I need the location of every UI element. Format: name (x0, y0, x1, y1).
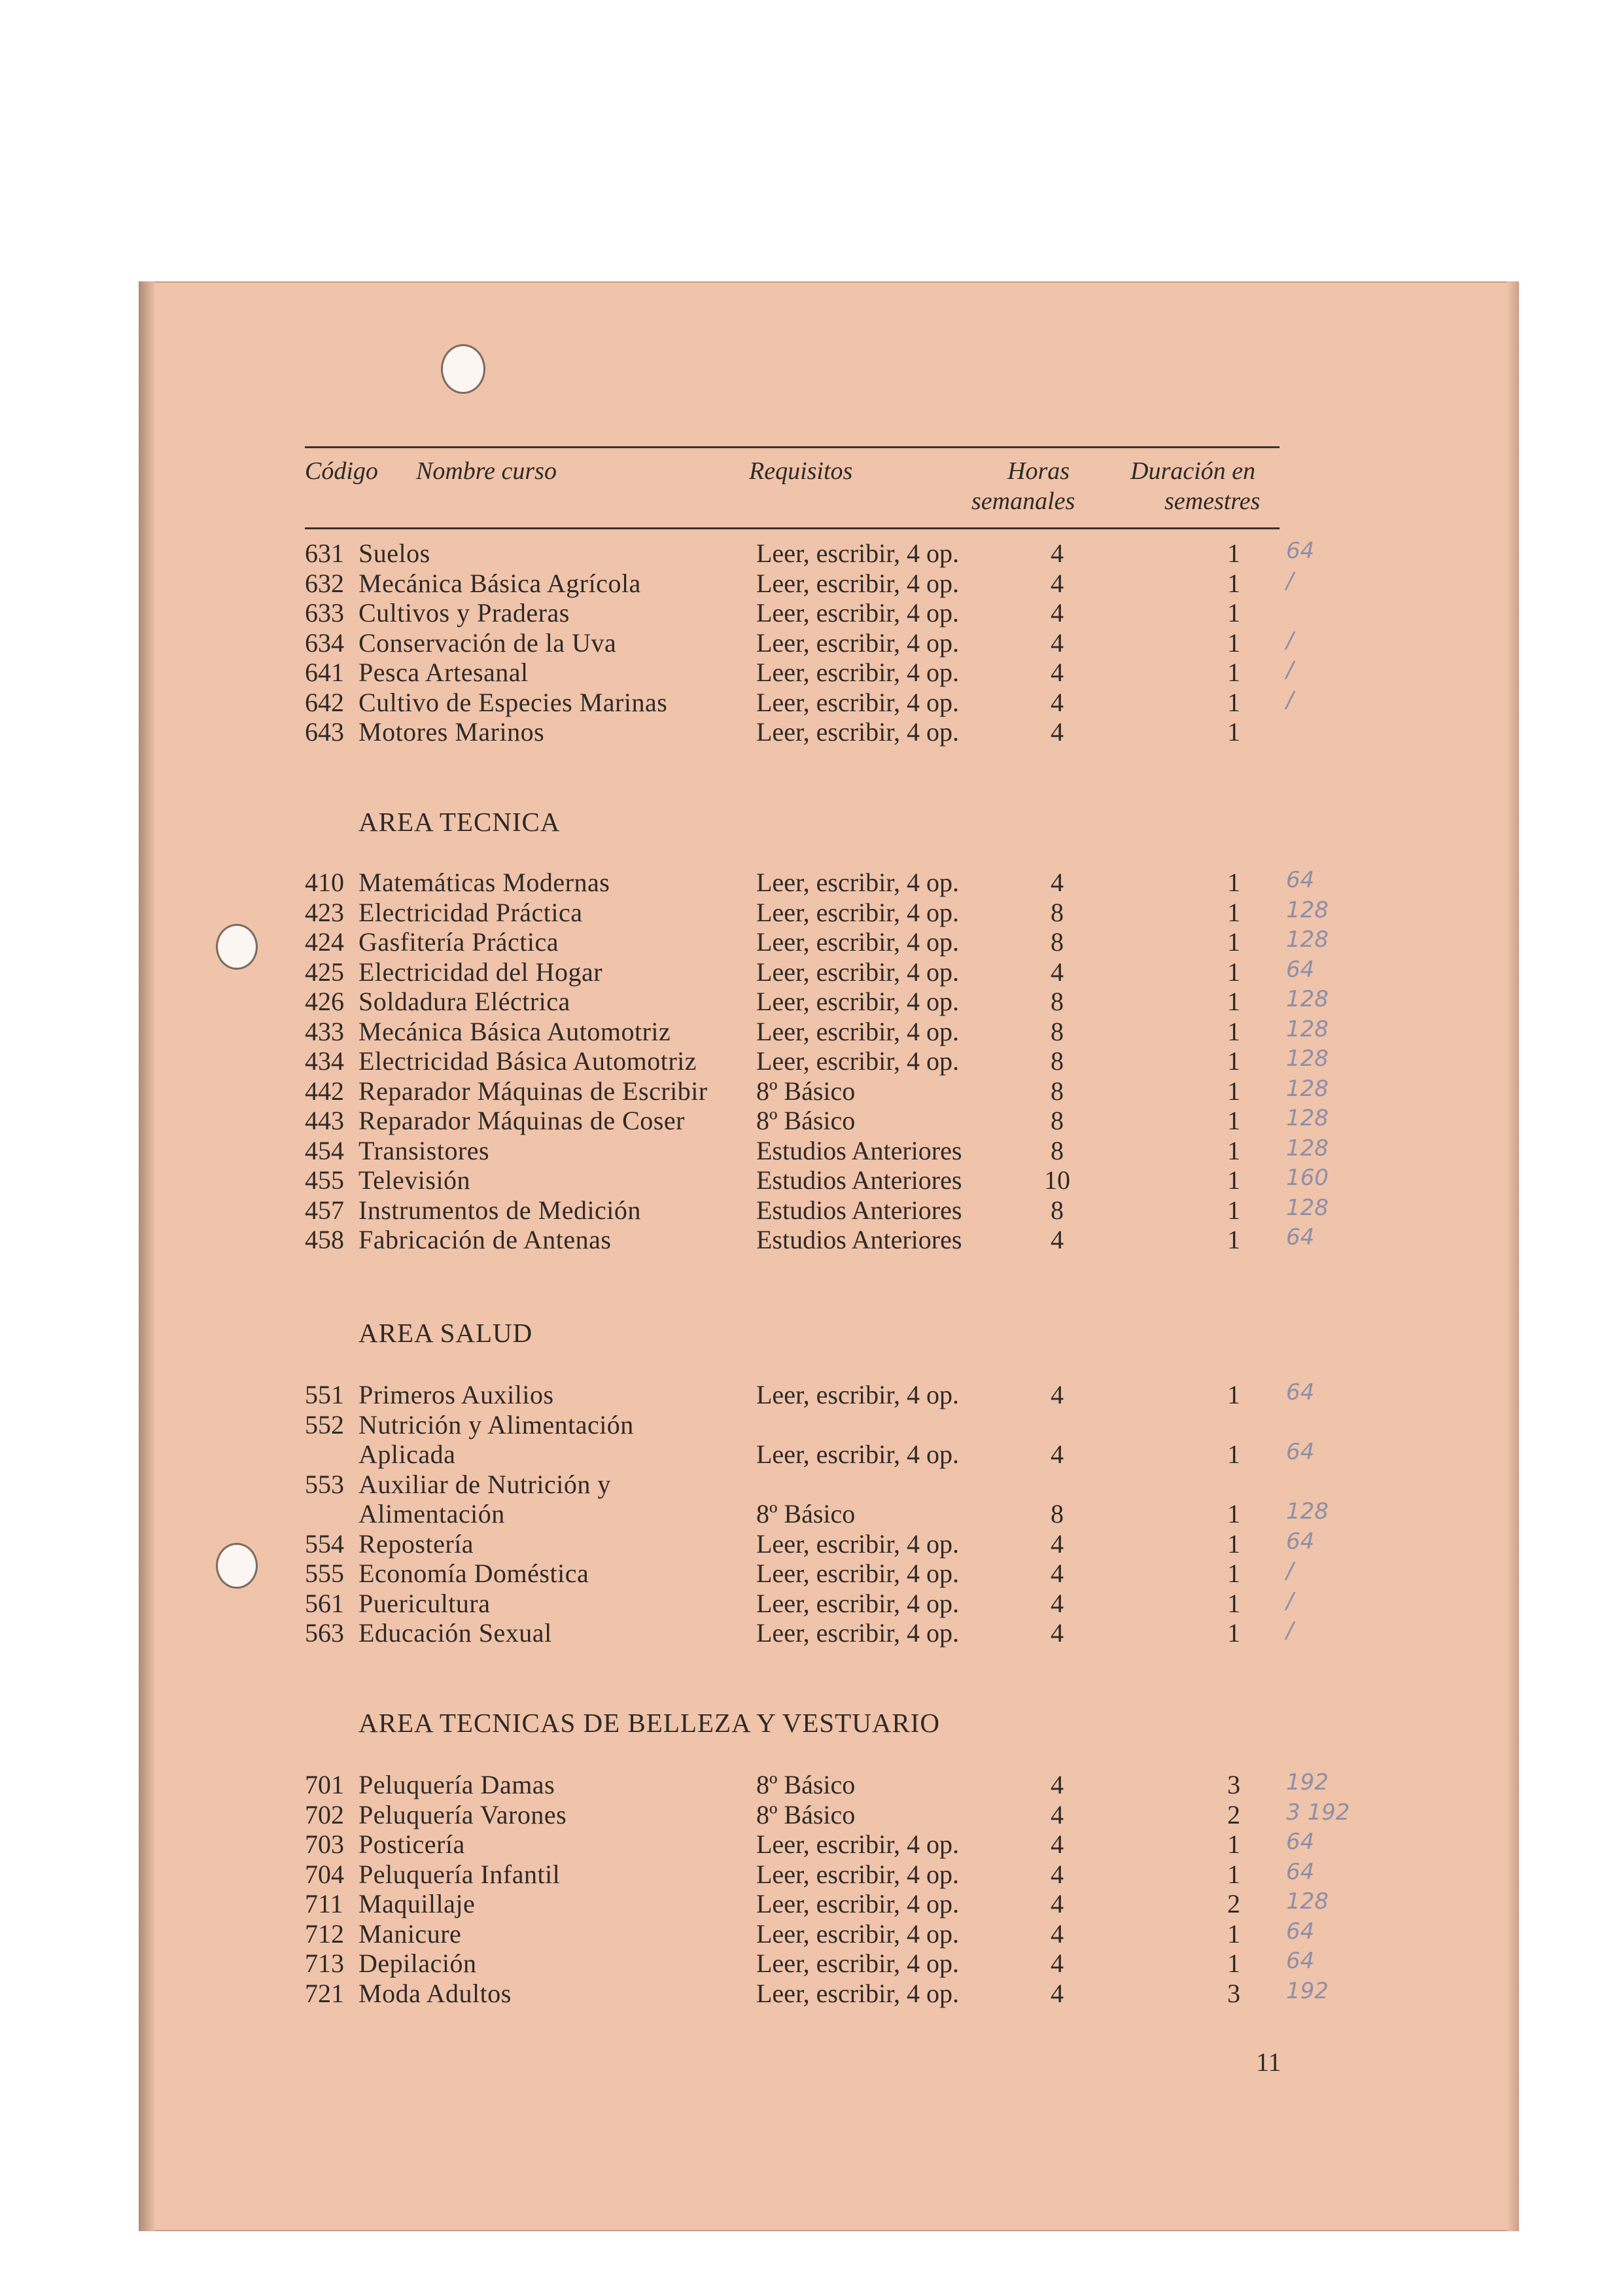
table-row (305, 1439, 1315, 1469)
duration-semesters: 1 (1227, 897, 1240, 927)
weekly-hours: 8 (1051, 927, 1064, 957)
weekly-hours: 4 (1051, 1949, 1064, 1978)
course-requirements: Estudios Anteriores (756, 1135, 962, 1165)
course-requirements: Leer, escribir, 4 op. (756, 1380, 959, 1409)
weekly-hours: 4 (1051, 687, 1064, 717)
course-name: Posticería (358, 1829, 465, 1859)
duration-semesters: 1 (1227, 687, 1240, 717)
handwritten-note: 192 (1286, 1769, 1329, 1795)
duration-semesters: 1 (1227, 1918, 1240, 1949)
course-name: Nutrición y Alimentación (358, 1409, 634, 1439)
handwritten-note: / (1286, 567, 1294, 594)
duration-semesters: 1 (1227, 1588, 1240, 1618)
course-requirements: Leer, escribir, 4 op. (756, 598, 959, 627)
course-requirements: Estudios Anteriores (756, 1165, 962, 1195)
course-name: Electricidad del Hogar (358, 957, 603, 987)
course-requirements: Leer, escribir, 4 op. (756, 1528, 959, 1559)
course-name: Auxiliar de Nutrición y (358, 1469, 611, 1499)
duration-semesters: 3 (1227, 1978, 1240, 2008)
course-code: 555 (305, 1559, 344, 1588)
weekly-hours: 4 (1051, 1918, 1064, 1949)
handwritten-note: 64 (1286, 1829, 1315, 1855)
weekly-hours: 8 (1051, 897, 1064, 927)
course-name: Gasfitería Práctica (358, 927, 559, 957)
header-horas-sub: semanales (971, 487, 1075, 515)
handwritten-note: 3 192 (1286, 1799, 1350, 1826)
course-name: Primeros Auxilios (358, 1380, 554, 1409)
course-code: 702 (305, 1799, 344, 1829)
table-row (305, 1528, 1315, 1559)
table-row (305, 567, 1294, 598)
header-top-rule (305, 446, 1280, 448)
course-requirements: Leer, escribir, 4 op. (756, 1949, 959, 1978)
course-code: 632 (305, 568, 344, 598)
course-requirements: Leer, escribir, 4 op. (756, 868, 959, 897)
course-requirements: Leer, escribir, 4 op. (756, 897, 959, 927)
course-requirements: Leer, escribir, 4 op. (756, 539, 959, 568)
weekly-hours: 4 (1051, 1559, 1064, 1588)
course-requirements: 8º Básico (756, 1106, 856, 1135)
table-row (305, 1918, 1315, 1949)
table-row (305, 538, 1315, 568)
course-name: Depilación (358, 1949, 477, 1978)
course-name: Repostería (358, 1528, 474, 1559)
course-name: Mecánica Básica Agrícola (358, 568, 641, 598)
course-requirements: Leer, escribir, 4 op. (756, 1559, 959, 1588)
handwritten-note: 64 (1286, 867, 1315, 893)
handwritten-note: 128 (1286, 1075, 1329, 1102)
course-name: Suelos (358, 539, 430, 568)
table-row (305, 1105, 1329, 1135)
course-name: Manicure (358, 1918, 462, 1949)
weekly-hours: 4 (1051, 568, 1064, 598)
course-code: 552 (305, 1409, 344, 1439)
table-row (305, 597, 1280, 627)
table-row (305, 927, 1329, 957)
table-row (305, 956, 1315, 987)
course-requirements: Estudios Anteriores (756, 1195, 962, 1225)
handwritten-note: / (1286, 1587, 1294, 1614)
header-requisitos: Requisitos (749, 457, 853, 485)
handwritten-note: 128 (1286, 927, 1329, 953)
course-requirements: Leer, escribir, 4 op. (756, 568, 959, 598)
duration-semesters: 1 (1227, 957, 1240, 987)
duration-semesters: 1 (1227, 927, 1240, 957)
course-requirements: 8º Básico (756, 1770, 856, 1799)
weekly-hours: 4 (1051, 1439, 1064, 1469)
duration-semesters: 1 (1227, 1016, 1240, 1046)
weekly-hours: 4 (1051, 539, 1064, 568)
course-code: 634 (305, 627, 344, 658)
table-row (305, 1769, 1329, 1799)
course-code: 712 (305, 1918, 344, 1949)
duration-semesters: 1 (1227, 1499, 1240, 1528)
course-requirements: Leer, escribir, 4 op. (756, 957, 959, 987)
table-row (305, 1977, 1329, 2008)
table-row (305, 1558, 1294, 1588)
course-code: 434 (305, 1046, 344, 1076)
course-name: Reparador Máquinas de Coser (358, 1106, 685, 1135)
punch-hole (216, 1543, 258, 1589)
duration-semesters: 1 (1227, 627, 1240, 658)
course-code: 554 (305, 1528, 344, 1559)
weekly-hours: 4 (1051, 957, 1064, 987)
handwritten-note: 128 (1286, 896, 1329, 923)
course-code: 424 (305, 927, 344, 957)
duration-semesters: 3 (1227, 1770, 1240, 1799)
course-code: 703 (305, 1829, 344, 1859)
table-row (305, 1165, 1329, 1195)
course-code: 410 (305, 868, 344, 897)
table-row (305, 1135, 1329, 1165)
course-name: Cultivos y Praderas (358, 598, 570, 627)
course-code: 454 (305, 1135, 344, 1165)
handwritten-note: 64 (1286, 1224, 1315, 1250)
duration-semesters: 1 (1227, 1859, 1240, 1889)
handwritten-note: 128 (1286, 1194, 1329, 1221)
duration-semesters: 1 (1227, 1829, 1240, 1859)
course-requirements: Leer, escribir, 4 op. (756, 1046, 959, 1076)
course-code: 426 (305, 987, 344, 1016)
table-row (305, 716, 1280, 746)
weekly-hours: 4 (1051, 658, 1064, 687)
header-codigo: Código (305, 457, 378, 485)
course-name: Motores Marinos (358, 717, 545, 747)
handwritten-note: 128 (1286, 986, 1329, 1012)
course-requirements: Leer, escribir, 4 op. (756, 1829, 959, 1859)
weekly-hours: 4 (1051, 1829, 1064, 1859)
course-name: Alimentación (358, 1499, 505, 1528)
handwritten-note: 64 (1286, 956, 1315, 983)
duration-semesters: 1 (1227, 1225, 1240, 1254)
weekly-hours: 4 (1051, 598, 1064, 627)
weekly-hours: 4 (1051, 1528, 1064, 1559)
duration-semesters: 1 (1227, 868, 1240, 897)
table-row (305, 1829, 1315, 1859)
course-name: Transistores (358, 1135, 490, 1165)
header-horas: Horas (1007, 457, 1070, 485)
course-requirements: 8º Básico (756, 1076, 856, 1106)
course-code: 633 (305, 598, 344, 627)
header-duracion: Duración en (1130, 457, 1256, 485)
weekly-hours: 4 (1051, 868, 1064, 897)
handwritten-note: / (1286, 1558, 1294, 1584)
weekly-hours: 4 (1051, 1889, 1064, 1918)
duration-semesters: 1 (1227, 1135, 1240, 1165)
table-row (305, 1587, 1294, 1618)
table-row (305, 1617, 1294, 1648)
handwritten-note: 64 (1286, 1858, 1315, 1885)
course-requirements: Leer, escribir, 4 op. (756, 1016, 959, 1046)
handwritten-note: / (1286, 657, 1294, 683)
course-name: Televisión (358, 1165, 471, 1195)
course-requirements: Leer, escribir, 4 op. (756, 987, 959, 1016)
course-name: Matemáticas Modernas (358, 868, 610, 897)
handwritten-note: / (1286, 627, 1294, 654)
handwritten-note: 192 (1286, 1977, 1329, 2004)
course-name: Instrumentos de Medición (358, 1195, 641, 1225)
course-code: 631 (305, 539, 344, 568)
section-title: AREA TECNICA (358, 807, 561, 837)
duration-semesters: 1 (1227, 658, 1240, 687)
duration-semesters: 1 (1227, 598, 1240, 627)
duration-semesters: 2 (1227, 1889, 1240, 1918)
table-row (305, 1075, 1329, 1106)
course-name: Reparador Máquinas de Escribir (358, 1076, 708, 1106)
course-code: 561 (305, 1588, 344, 1618)
course-code: 457 (305, 1195, 344, 1225)
table-row (305, 1948, 1315, 1978)
course-name: Peluquería Varones (358, 1799, 567, 1829)
handwritten-note: 128 (1286, 1016, 1329, 1042)
course-code: 721 (305, 1978, 344, 2008)
weekly-hours: 4 (1051, 1978, 1064, 2008)
course-requirements: Leer, escribir, 4 op. (756, 717, 959, 747)
weekly-hours: 4 (1051, 1588, 1064, 1618)
duration-semesters: 1 (1227, 1046, 1240, 1076)
weekly-hours: 8 (1051, 1016, 1064, 1046)
table-row (305, 986, 1329, 1016)
duration-semesters: 1 (1227, 1076, 1240, 1106)
duration-semesters: 1 (1227, 1618, 1240, 1648)
course-code: 553 (305, 1469, 344, 1499)
header-bottom-rule (305, 527, 1280, 529)
course-code: 423 (305, 897, 344, 927)
table-row (305, 686, 1294, 717)
punch-hole (216, 924, 258, 970)
weekly-hours: 4 (1051, 1799, 1064, 1829)
weekly-hours: 8 (1051, 987, 1064, 1016)
course-requirements: Leer, escribir, 4 op. (756, 687, 959, 717)
weekly-hours: 4 (1051, 627, 1064, 658)
table-row (305, 1379, 1315, 1409)
course-code: 641 (305, 658, 344, 687)
weekly-hours: 8 (1051, 1076, 1064, 1106)
handwritten-note: / (1286, 1617, 1294, 1644)
handwritten-note: 128 (1286, 1105, 1329, 1131)
duration-semesters: 1 (1227, 1528, 1240, 1559)
duration-semesters: 1 (1227, 539, 1240, 568)
course-name: Pesca Artesanal (358, 658, 529, 687)
weekly-hours: 10 (1044, 1165, 1070, 1195)
handwritten-note: 64 (1286, 1439, 1315, 1465)
handwritten-note: 160 (1286, 1165, 1329, 1191)
table-row (305, 1409, 1280, 1439)
weekly-hours: 4 (1051, 1380, 1064, 1409)
weekly-hours: 4 (1051, 1770, 1064, 1799)
duration-semesters: 1 (1227, 1439, 1240, 1469)
course-code: 551 (305, 1380, 344, 1409)
weekly-hours: 8 (1051, 1195, 1064, 1225)
course-name: Soldadura Eléctrica (358, 987, 570, 1016)
section-title: AREA SALUD (358, 1318, 533, 1348)
table-row (305, 657, 1294, 687)
course-requirements: Leer, escribir, 4 op. (756, 1588, 959, 1618)
duration-semesters: 1 (1227, 987, 1240, 1016)
course-requirements: 8º Básico (756, 1499, 856, 1528)
course-code: 642 (305, 687, 344, 717)
course-code: 433 (305, 1016, 344, 1046)
course-requirements: Leer, escribir, 4 op. (756, 927, 959, 957)
course-requirements: 8º Básico (756, 1799, 856, 1829)
header-nombre: Nombre curso (416, 457, 557, 485)
course-code: 563 (305, 1618, 344, 1648)
course-name: Educación Sexual (358, 1618, 552, 1648)
duration-semesters: 1 (1227, 1380, 1240, 1409)
course-code: 442 (305, 1076, 344, 1106)
page-number: 11 (1256, 2047, 1282, 2077)
course-name: Cultivo de Especies Marinas (358, 687, 668, 717)
course-name: Electricidad Práctica (358, 897, 583, 927)
table-row (305, 1469, 1280, 1498)
course-name: Peluquería Damas (358, 1770, 555, 1799)
course-requirements: Leer, escribir, 4 op. (756, 1918, 959, 1949)
course-code: 701 (305, 1770, 344, 1799)
weekly-hours: 4 (1051, 1225, 1064, 1254)
course-name: Electricidad Básica Automotriz (358, 1046, 697, 1076)
duration-semesters: 1 (1227, 1165, 1240, 1195)
handwritten-note: 128 (1286, 1498, 1329, 1525)
handwritten-note: 128 (1286, 1135, 1329, 1161)
duration-semesters: 1 (1227, 1195, 1240, 1225)
course-requirements: Leer, escribir, 4 op. (756, 1859, 959, 1889)
course-name: Maquillaje (358, 1889, 476, 1918)
course-requirements: Leer, escribir, 4 op. (756, 1978, 959, 2008)
table-row (305, 1194, 1329, 1225)
handwritten-note: / (1286, 686, 1294, 713)
section-title: AREA TECNICAS DE BELLEZA Y VESTUARIO (358, 1708, 941, 1738)
course-name: Mecánica Básica Automotriz (358, 1016, 671, 1046)
course-code: 713 (305, 1949, 344, 1978)
weekly-hours: 8 (1051, 1106, 1064, 1135)
handwritten-note: 64 (1286, 1379, 1315, 1405)
duration-semesters: 1 (1227, 1949, 1240, 1978)
handwritten-note: 64 (1286, 1528, 1315, 1555)
course-requirements: Leer, escribir, 4 op. (756, 1439, 959, 1469)
course-name: Economía Doméstica (358, 1559, 589, 1588)
course-name: Conservación de la Uva (358, 627, 617, 658)
weekly-hours: 8 (1051, 1046, 1064, 1076)
table-row (305, 867, 1315, 897)
course-name: Moda Adultos (358, 1978, 512, 2008)
duration-semesters: 1 (1227, 568, 1240, 598)
course-code: 425 (305, 957, 344, 987)
course-code: 455 (305, 1165, 344, 1195)
duration-semesters: 1 (1227, 1559, 1240, 1588)
table-row (305, 1888, 1329, 1918)
weekly-hours: 4 (1051, 717, 1064, 747)
punch-hole (441, 344, 485, 394)
table-row (305, 627, 1294, 658)
handwritten-note: 64 (1286, 1918, 1315, 1945)
course-code: 704 (305, 1859, 344, 1889)
handwritten-note: 64 (1286, 538, 1315, 564)
duration-semesters: 1 (1227, 717, 1240, 747)
weekly-hours: 8 (1051, 1135, 1064, 1165)
table-row (305, 1016, 1329, 1046)
header-duracion-sub: semestres (1164, 487, 1261, 515)
weekly-hours: 8 (1051, 1499, 1064, 1528)
table-row (305, 1498, 1329, 1528)
course-name: Peluquería Infantil (358, 1859, 561, 1889)
weekly-hours: 4 (1051, 1859, 1064, 1889)
table-row (305, 1799, 1350, 1829)
table-row (305, 1046, 1329, 1076)
course-name: Fabricación de Antenas (358, 1225, 612, 1254)
duration-semesters: 2 (1227, 1799, 1240, 1829)
table-row (305, 1224, 1315, 1254)
course-code: 643 (305, 717, 344, 747)
course-requirements: Leer, escribir, 4 op. (756, 1889, 959, 1918)
course-requirements: Estudios Anteriores (756, 1225, 962, 1254)
course-name: Puericultura (358, 1588, 491, 1618)
handwritten-note: 128 (1286, 1046, 1329, 1072)
course-code: 443 (305, 1106, 344, 1135)
weekly-hours: 4 (1051, 1618, 1064, 1648)
handwritten-note: 128 (1286, 1888, 1329, 1915)
course-requirements: Leer, escribir, 4 op. (756, 1618, 959, 1648)
course-requirements: Leer, escribir, 4 op. (756, 627, 959, 658)
table-row (305, 1858, 1315, 1889)
handwritten-note: 64 (1286, 1948, 1315, 1974)
course-name: Aplicada (358, 1439, 456, 1469)
course-code: 711 (305, 1889, 343, 1918)
course-requirements: Leer, escribir, 4 op. (756, 658, 959, 687)
duration-semesters: 1 (1227, 1106, 1240, 1135)
course-code: 458 (305, 1225, 344, 1254)
table-row (305, 896, 1329, 927)
